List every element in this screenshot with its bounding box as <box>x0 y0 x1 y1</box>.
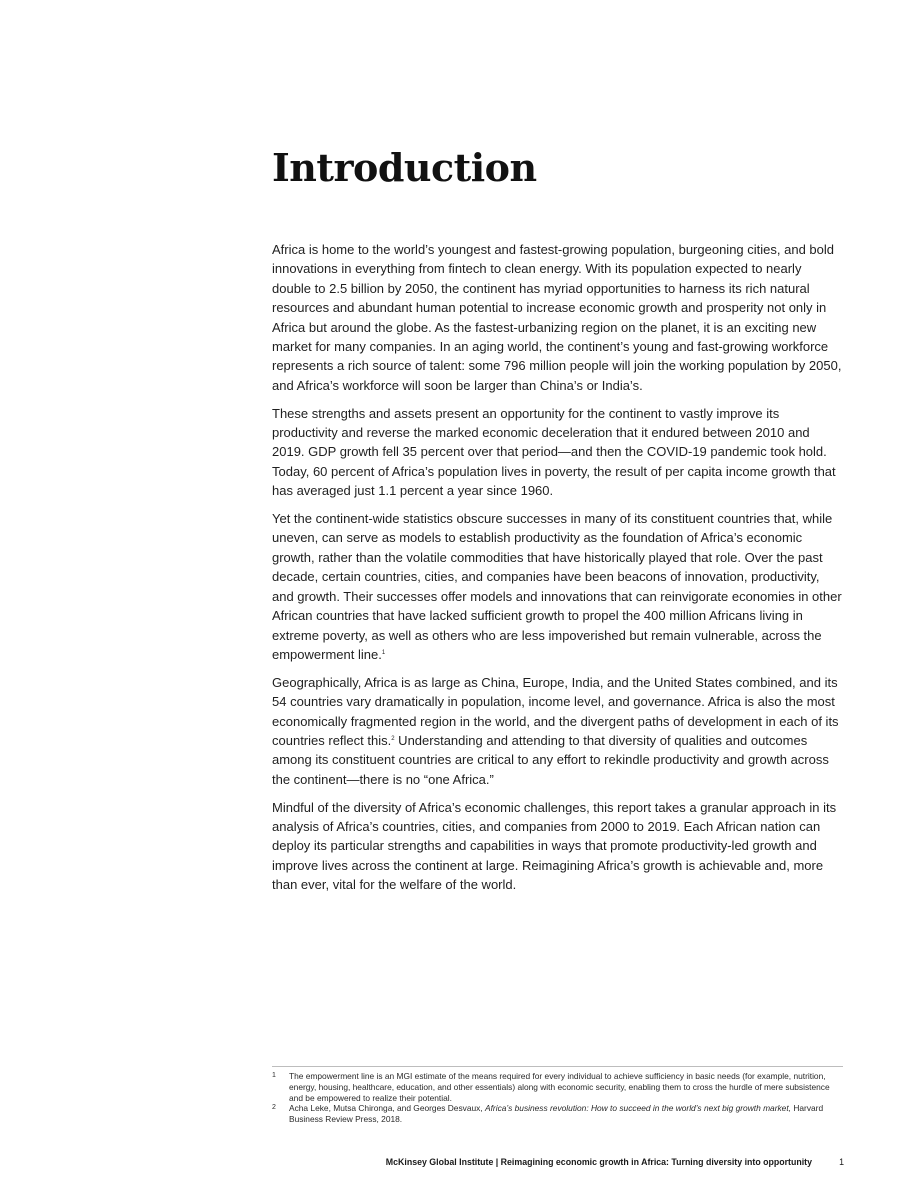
paragraph: These strengths and assets present an opportunity for the continent to vastly improve its productivity and reverse the marked economic deceleration that it endured between 2010 and 2019. GDP growth fell 35 percent over that period—and then the COVID-19 pandemic took hold. Today, 60 percent of Africa’s population lives in poverty, the result of per capita income growth that has averaged just 1.1 percent a year since 1960. <box>272 405 836 499</box>
paragraph <box>272 673 842 789</box>
footnote-text <box>289 1103 843 1125</box>
footnote <box>272 1103 843 1125</box>
footnote-authors: Acha Leke, Mutsa Chironga, and Georges Desvaux, <box>289 1103 485 1114</box>
footnote-number: 1 <box>272 1072 276 1079</box>
footnote-number: 2 <box>272 1104 276 1112</box>
paragraph: Mindful of the diversity of Africa’s economic challenges, this report takes a granular approach in its analysis of Africa’s countries, cities, and companies from 2000 to 2019. Each African nation can deploy its particular strengths and capabilities in ways that promote productivity-led growth and improve lives across the continent at large. Reimagining Africa’s growth is achievable and, more than ever, vital for the welfare of the world. <box>272 799 837 893</box>
paragraph: Africa is home to the world’s youngest and fastest-growing population, burgeoning cities, and bold innovations in everything from fintech to clean energy. With its population expected to nearly double to 2.5 billion by 2050, the continent has myriad opportunities to harness its rich natural resources and abundant human potential to increase economic growth and prosperity not only in Africa but around the globe. As the fastest-urbanizing region on the planet, it is an exciting new market for many companies. In an aging world, the continent’s young and fast-growing workforce represents a rich source of talent: some 796 million people will join the working population by 2050, and Africa’s workforce will soon be larger than China’s or India’s. <box>272 242 842 393</box>
footer-title: McKinsey Global Institute | Reimagining economic growth in Africa: Turning diversity into opportunity <box>385 1157 812 1167</box>
footnote <box>272 1071 843 1103</box>
footnote-reference[interactable]: 2 <box>391 735 395 742</box>
footnotes <box>272 1066 843 1125</box>
footnote-publisher: Harvard Business Review Press, 2018. <box>289 1103 824 1125</box>
page-number: 1 <box>839 1157 844 1167</box>
footnote-book-title: Africa’s business revolution: How to succeed in the world’s next big growth market, <box>485 1103 791 1114</box>
page-title: Introduction <box>272 145 537 190</box>
footnote-text: The empowerment line is an MGI estimate of the means required for every individual to achieve sufficiency in basic needs (for example, nutrition, energy, housing, healthcare, education, and other essentials) along with economic security, enabling them to cross the hurdle of mere subsistence and be empowered to realize their potential. <box>289 1071 830 1103</box>
paragraph-text: Understanding and attending to that diversity of qualities and outcomes among its constituent countries are critical to any effort to rekindle productivity and growth across the continent—there is no “one Africa.” <box>272 732 829 787</box>
paragraph-text: Yet the continent-wide statistics obscure successes in many of its constituent countries that, while uneven, can serve as models to establish productivity as the foundation of Africa’s economic growth, rather than the volatile commodities that have historically played that role. Over the past decade, certain countries, cities, and companies have been beacons of innovation, productivity, and growth. Their successes offer models and innovations that can reinvigorate economies in other African countries that have lacked sufficient growth to propel the 400 million Africans living in extreme poverty, as well as others who are less impoverished but remain vulnerable, across the empowerment line. <box>272 511 842 662</box>
footnote-reference[interactable]: 1 <box>381 649 386 656</box>
body-text <box>272 240 842 903</box>
paragraph-text: Geographically, Africa is as large as China, Europe, India, and the United States combined, and its 54 countries vary dramatically in population, income level, and governance. Africa is also the most economically fragmented region in the world, and the divergent paths of development in each of its countries reflect this. <box>272 674 839 748</box>
paragraph <box>272 509 842 664</box>
